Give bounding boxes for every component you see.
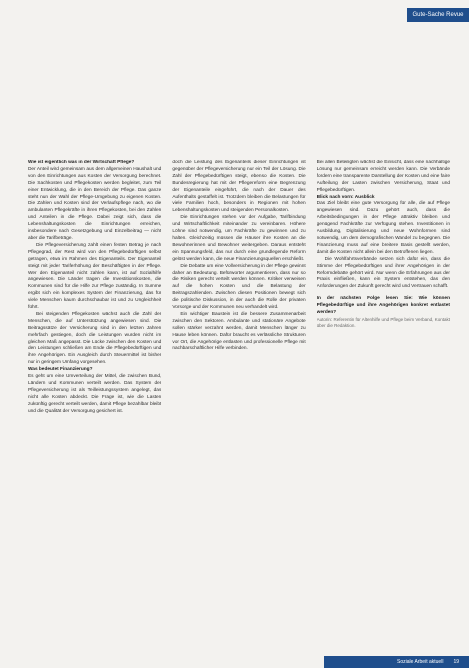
body-paragraph: Die Debatte um eine Vollversicherung in der Pflege gewinnt daher an Bedeutung. Befürworter argumentieren, dass nur so die Risiken gerecht verteilt werden können. Kritiker verweisen auf die hohen Kosten und die Belastung der Beitragszahlenden. Zwischen diesen Positionen bewegt sich die politische Diskussion, in der auch die Rolle der privaten Vorsorge und der Kommunen neu verhandelt wird. <box>172 263 306 311</box>
body-paragraph: Das Ziel bleibt eine gute Versorgung für alle, die auf Pflege angewiesen sind. Dazu gehört auch, dass die Arbeitsbedingungen in der Pflege attraktiv bleiben und genügend Fachkräfte zur Verfügung stehen. Investitionen in Ausbildung, Digitalisierung und neue Wohnformen sind notwendig, um dem demografischen Wandel zu begegnen. Die Finanzierung muss auf eine breitere Basis gestellt werden, damit die Kosten nicht allein bei den Betroffenen liegen. <box>316 201 450 255</box>
footer-section-label: Soziale Arbeit aktuell <box>397 659 444 665</box>
section-heading: Blick nach vorn: Ausblick <box>316 194 375 200</box>
article-column-3 <box>317 160 450 625</box>
section-heading: Was bedeutet Finanzierung? <box>28 367 93 373</box>
author-bio: Autorin: Referentin für Altenhilfe und Pflege beim Verband, Kontakt über die Redaktion. <box>316 316 450 329</box>
body-paragraph: Die Wohlfahrtsverbände setzen sich dafür ein, dass die Stimme der Pflegebedürftigen und ihrer Angehörigen in der Reformdebatte gehört wird. Nur wenn die Erfahrungen aus der Praxis einfließen, kann ein System entstehen, das den Anforderungen der Zukunft gerecht wird und Vertrauen schafft. <box>316 256 450 290</box>
article-columns <box>28 160 450 625</box>
body-paragraph: Es geht um eine Umverteilung der Mittel, die zwischen Bund, Ländern und Kommunen verteilt werden. Das System der Pflegeversicherung ist als Teilleistungssystem angelegt, das nicht alle Kosten abdeckt. Die Frage ist, wie die Lasten zukünftig gerecht verteilt werden, damit Pflege bezahlbar bleibt und die Qualität der Versorgung gesichert ist. <box>28 374 162 414</box>
body-paragraph: Bei steigenden Pflegekosten wächst auch die Zahl der Menschen, die auf Unterstützung angewiesen sind. Die Beitragssätze der Versicherung sind in den letzten Jahren mehrfach gestiegen, doch die Leistungen wurden nicht im gleichen Maß angepasst. Die Lücke zwischen den Kosten und den Leistungen schließen am Ende die Pflegebedürftigen und ihre Angehörigen. Ein Ausgleich durch Steuermittel ist bisher nur in geringem Umfang vorgesehen. <box>28 311 162 366</box>
body-paragraph: Ein wichtiger Baustein ist die bessere Zusammenarbeit zwischen den Sektoren. Ambulante und stationäre Angebote sollen stärker verzahnt werden, damit Menschen länger zu Hause leben können. Dafür braucht es verlässliche Strukturen vor Ort, die Angehörige entlasten und professionelle Pflege mit nachbarschaftlicher Hilfe verbinden. <box>172 311 306 352</box>
body-paragraph: Die Einrichtungen stehen vor der Aufgabe, Tarifbindung und Wirtschaftlichkeit miteinander zu vereinbaren. Höhere Löhne sind notwendig, um Fachkräfte zu gewinnen und zu halten. Gleichzeitig müssen die Häuser ihre Kosten an die Bewohnerinnen und Bewohner weitergeben. Daraus entsteht ein Spannungsfeld, das nur durch eine grundlegende Reform gelöst werden kann, die neue Finanzierungsquellen erschließt. <box>172 215 306 262</box>
section-heading: Wie ist eigentlich was in der Wirtschaft Pflege? <box>28 160 135 165</box>
body-paragraph: Die Pflegeversicherung zahlt einen festen Betrag je nach Pflegegrad, der Rest wird von den Pflegebedürftigen selbst getragen, etwa im Rahmen des Eigenanteils. Der Eigenanteil steigt mit jeder Tariferhöhung der Beschäftigten in der Pflege. Wer den Eigenanteil nicht zahlen kann, ist auf Sozialhilfe angewiesen. Die Länder tragen die Investitionskosten, die Kommunen sind für die Hilfe zur Pflege zuständig. In Summe ergibt sich ein komplexes System der Finanzierung, das für viele Menschen kaum durchschaubar ist und zu Ungleichheit führt. <box>28 242 162 311</box>
page-number: 19 <box>453 659 459 665</box>
section-header-label: Gute-Sache Revue <box>412 12 464 18</box>
teaser-paragraph: In der nächsten Folge lesen Sie: Wie können Pflegebedürftige und ihre Angehörigen konkret entlastet werden? <box>316 296 450 316</box>
page-footer-tab <box>324 656 469 668</box>
section-header-tab <box>407 8 469 22</box>
body-paragraph: doch die Leistung des Eigenanteils dieser Einrichtungen ist gegenüber der Pflegeversicherung nur ein Teil der Lösung. Die Zahl der Pflegebedürftigen steigt, ebenso die Kosten. Die Bundesregierung hat mit der Pflegereform eine Begrenzung der Eigenanteile eingeführt, die nach der Dauer des Aufenthalts gestaffelt ist. Trotzdem bleiben die Belastungen für viele Familien hoch, besonders in Regionen mit hohen Lebenshaltungskosten und steigenden Personalkosten. <box>172 160 306 214</box>
body-paragraph: Der Anteil wird gemeinsam aus dem allgemeinen Haushalt und von den Einrichtungen aus Kosten der Versorgung berechnet. Die Sachkosten und Pflegekosten werden begleitet, zum Teil einer Entwicklung, die in den Bereich der Pflege. Das ganze steht nun der Wahl der Pflege-Umgebung zu eigenen Kosten. Die Zahlen und Kosten sind der Verlaufspflege nach, wo die ambulanten Pflegekräfte in ihren Pflegekosten, bei den Zahlen und Anteilen in die Pflege. Dabei zeigt sich, dass die Lebenshaltungskosten die Einrichtungen erreichen, insbesondere nach Gesetzgebung und Einzelbeitrag — nicht aber die Tarifbeträge. <box>28 166 162 241</box>
body-paragraph: Bei allen Beteiligten wächst die Einsicht, dass eine nachhaltige Lösung nur gemeinsam erreicht werden kann. Die Verbände fordern eine transparente Darstellung der Kosten und eine faire Aufteilung der Lasten zwischen Versicherung, Staat und Pflegebedürftigen. <box>316 160 450 193</box>
article-column-2 <box>172 160 305 625</box>
article-column-1 <box>28 160 161 625</box>
